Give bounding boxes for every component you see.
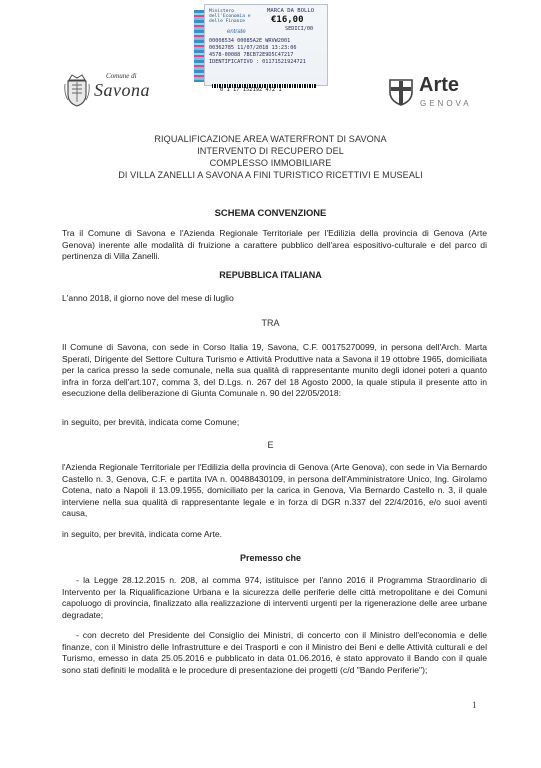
intro-paragraph: Tra il Comune di Savona e l'Azienda Regionale Territoriale per l'Edilizia della provincia di Genova (Arte Genova) inerente alle modalità di fruizione a carattere pubblico dell'area espositivo-culturale e del parco di pertinenza di Villa Zanelli.: [62, 228, 487, 262]
stamp-line-2: 00362785 11/07/2018 13:23:06: [209, 45, 297, 51]
party2-paragraph: l'Azienda Regionale Territoriale per l'Edilizia della provincia di Genova (Arte Genova), con sede in Via Bernardo Castello n. 3, Genova, C.F. e partita IVA n. 00488430109, in persona dell'Amministratore Unico, Ing. Girolamo Cotena, nato a Napoli il 13.09.1955, domiciliato per la carica in Genova, Via Bernardo Castello n. 3, il quale interviene nella sua qualità di rappresentante legale e in forza di DGR n.337 del 22/4/2016, e/o suoi aventi causa,: [62, 462, 487, 519]
title-line-1: RIQUALIFICAZIONE AREA WATERFRONT DI SAVONA: [154, 134, 387, 144]
date-line: L'anno 2018, il giorno nove del mese di luglio: [62, 293, 234, 303]
party1-paragraph: Il Comune di Savona, con sede in Corso Italia 19, Savona, C.F. 00175270099, in persona dell'Arch. Marta Sperati, Dirigente del Settore Cultura Turismo e Attività Produttive nata a Savona il 19 ottobre 1965, domiciliata per la carica presso la sede comunale, nella sua qualità di rappresentante munito degli idonei poteri a quanto infra in forza dell'art.107, comma 3, del D.Lgs. n. 267 del 18 Agosto 2000, la quale stipula il presente atto in esecuzione della deliberazione di Giunta Comunale n. 90 del 22/05/2018:: [62, 342, 487, 399]
project-title: [40, 133, 501, 181]
savona-crest-icon: [64, 72, 90, 108]
stamp-barcode-number: 0 1 17 152192 472 1: [220, 87, 282, 93]
party1-short: in seguito, per brevità, indicata come Comune;: [62, 417, 240, 427]
stamp-issuer: Ministero dell'Economia e delle Finanze: [209, 9, 251, 24]
stamp-value: €16,00: [271, 15, 304, 25]
premise-2: - con decreto del Presidente del Consiglio dei Ministri, di concerto con il Ministro dell'economia e delle finanze, con il Ministro delle Infrastrutture e dei Trasporti e con il Ministro dei Beni e delle Attività culturali e del Turismo, emesso in data 25.05.2016 e pubblicato in data 01.06.2016, è stato approvato il Bando con il quale sono stati definiti le modalità e le procedure di presentazione dei progetti (c/d "Bando Periferie");: [62, 630, 487, 675]
title-line-3: COMPLESSO IMMOBILIARE: [209, 158, 332, 168]
stamp-hologram-strip: [194, 10, 204, 82]
comune-di-text: Comune di: [106, 72, 137, 80]
stamp-line-4: IDENTIFICATIVO : 01171521924721: [209, 59, 306, 65]
arte-text: Arte: [419, 74, 460, 96]
arte-genova-logo: [388, 76, 498, 114]
arte-shield-icon: [388, 78, 414, 106]
premise-1: - la Legge 28.12.2015 n. 208, al comma 974, istituisce per l'anno 2016 il Programma Straordinario di Intervento per la Riqualificazione Urbana e la sicurezza delle periferie delle città metropolitane e dei Comuni capoluogo di provincia, finalizzato alla realizzazione di interventi urgenti per la rigenerazione delle aree urbane degradate;: [62, 575, 487, 620]
stamp-title: MARCA DA BOLLO: [267, 8, 315, 14]
genova-text: GENOVA: [420, 99, 472, 108]
comune-savona-logo: [64, 72, 174, 112]
stamp-brand: entrate: [227, 29, 246, 35]
schema-title: SCHEMA CONVENZIONE: [214, 207, 327, 218]
party2-short: in seguito, per brevità, indicata come Arte.: [62, 529, 223, 539]
stamp-line-1: 00008534 00085A2E WRVW2001: [209, 38, 291, 44]
republic-heading: REPUBBLICA ITALIANA: [219, 270, 322, 280]
title-line-4: DI VILLA ZANELLI A SAVONA A FINI TURISTICO RICETTIVI E MUSEALI: [118, 170, 423, 180]
page-number: 1: [472, 700, 477, 710]
tra-heading: TRA: [261, 318, 280, 328]
premesso-heading: Premesso che: [239, 553, 302, 563]
revenue-stamp: [194, 2, 325, 95]
stamp-subvalue: SEDICI/00: [285, 26, 314, 32]
e-heading: E: [267, 440, 274, 450]
stamp-label: [204, 4, 328, 86]
savona-text: Savona: [94, 80, 150, 100]
title-line-2: INTERVENTO DI RECUPERO DEL: [197, 146, 344, 156]
stamp-line-3: 4578-00088 7BCB72E9D5C47217: [209, 52, 294, 58]
